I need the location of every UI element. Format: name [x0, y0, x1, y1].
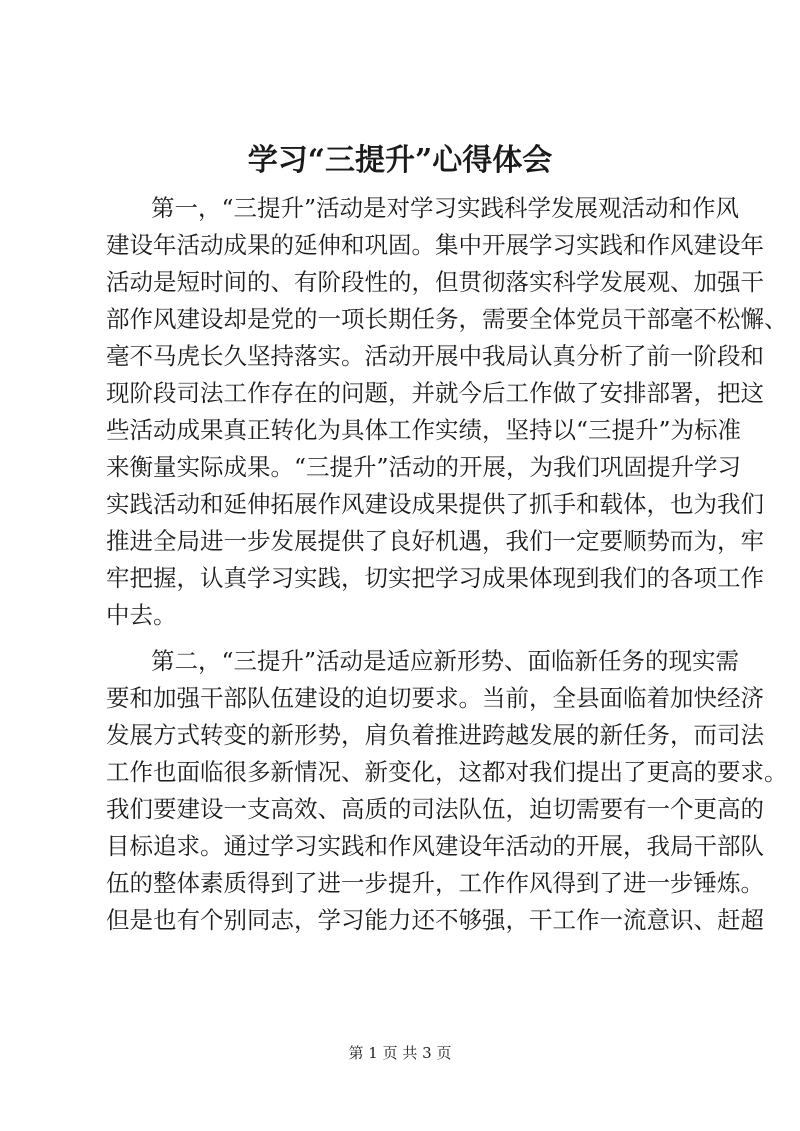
paragraph-2-line: 工作也面临很多新情况、新变化，这都对我们提出了更高的要求。	[106, 758, 788, 786]
paragraph-1-line: 牢把握，认真学习实践，切实把学习成果体现到我们的各项工作	[106, 564, 764, 592]
paragraph-2-line: 但是也有个别同志，学习能力还不够强，干工作一流意识、赶超	[106, 906, 764, 934]
paragraph-1-line: 来衡量实际成果。“三提升”活动的开展，为我们巩固提升学习	[106, 453, 742, 481]
paragraph-1-line: 活动是短时间的、有阶段性的，但贯彻落实科学发展观、加强干	[106, 268, 764, 296]
paragraph-1-line: 毫不马虎长久坚持落实。活动开展中我局认真分析了前一阶段和	[106, 342, 764, 370]
paragraph-2-line: 我们要建设一支高效、高质的司法队伍，迫切需要有一个更高的	[106, 795, 764, 823]
paragraph-1-line: 些活动成果真正转化为具体工作实绩，坚持以“三提升”为标准	[106, 416, 742, 444]
paragraph-2-line: 第二，“三提升”活动是适应新形势、面临新任务的现实需	[151, 647, 740, 675]
paragraph-1-line: 现阶段司法工作存在的问题，并就今后工作做了安排部署，把这	[106, 379, 764, 407]
paragraph-1-line: 第一，“三提升”活动是对学习实践科学发展观活动和作风	[151, 194, 740, 222]
paragraph-1-line: 中去。	[106, 601, 177, 629]
paragraph-2-line: 要和加强干部队伍建设的迫切要求。当前，全县面临着加快经济	[106, 684, 764, 712]
paragraph-2-line: 发展方式转变的新形势，肩负着推进跨越发展的新任务，而司法	[106, 721, 764, 749]
paragraph-1-line: 部作风建设却是党的一项长期任务，需要全体党员干部毫不松懈、	[106, 305, 788, 333]
paragraph-2-line: 伍的整体素质得到了进一步提升，工作作风得到了进一步锤炼。	[106, 869, 764, 897]
paragraph-1-line: 推进全局进一步发展提供了良好机遇，我们一定要顺势而为，牢	[106, 527, 764, 555]
document-title: 学习“三提升”心得体会	[247, 143, 553, 178]
page-number-footer: 第 1 页 共 3 页	[348, 1044, 452, 1062]
paragraph-1-line: 实践活动和延伸拓展作风建设成果提供了抓手和载体，也为我们	[106, 490, 764, 518]
paragraph-2-line: 目标追求。通过学习实践和作风建设年活动的开展，我局干部队	[106, 832, 764, 860]
paragraph-1-line: 建设年活动成果的延伸和巩固。集中开展学习实践和作风建设年	[106, 231, 764, 259]
